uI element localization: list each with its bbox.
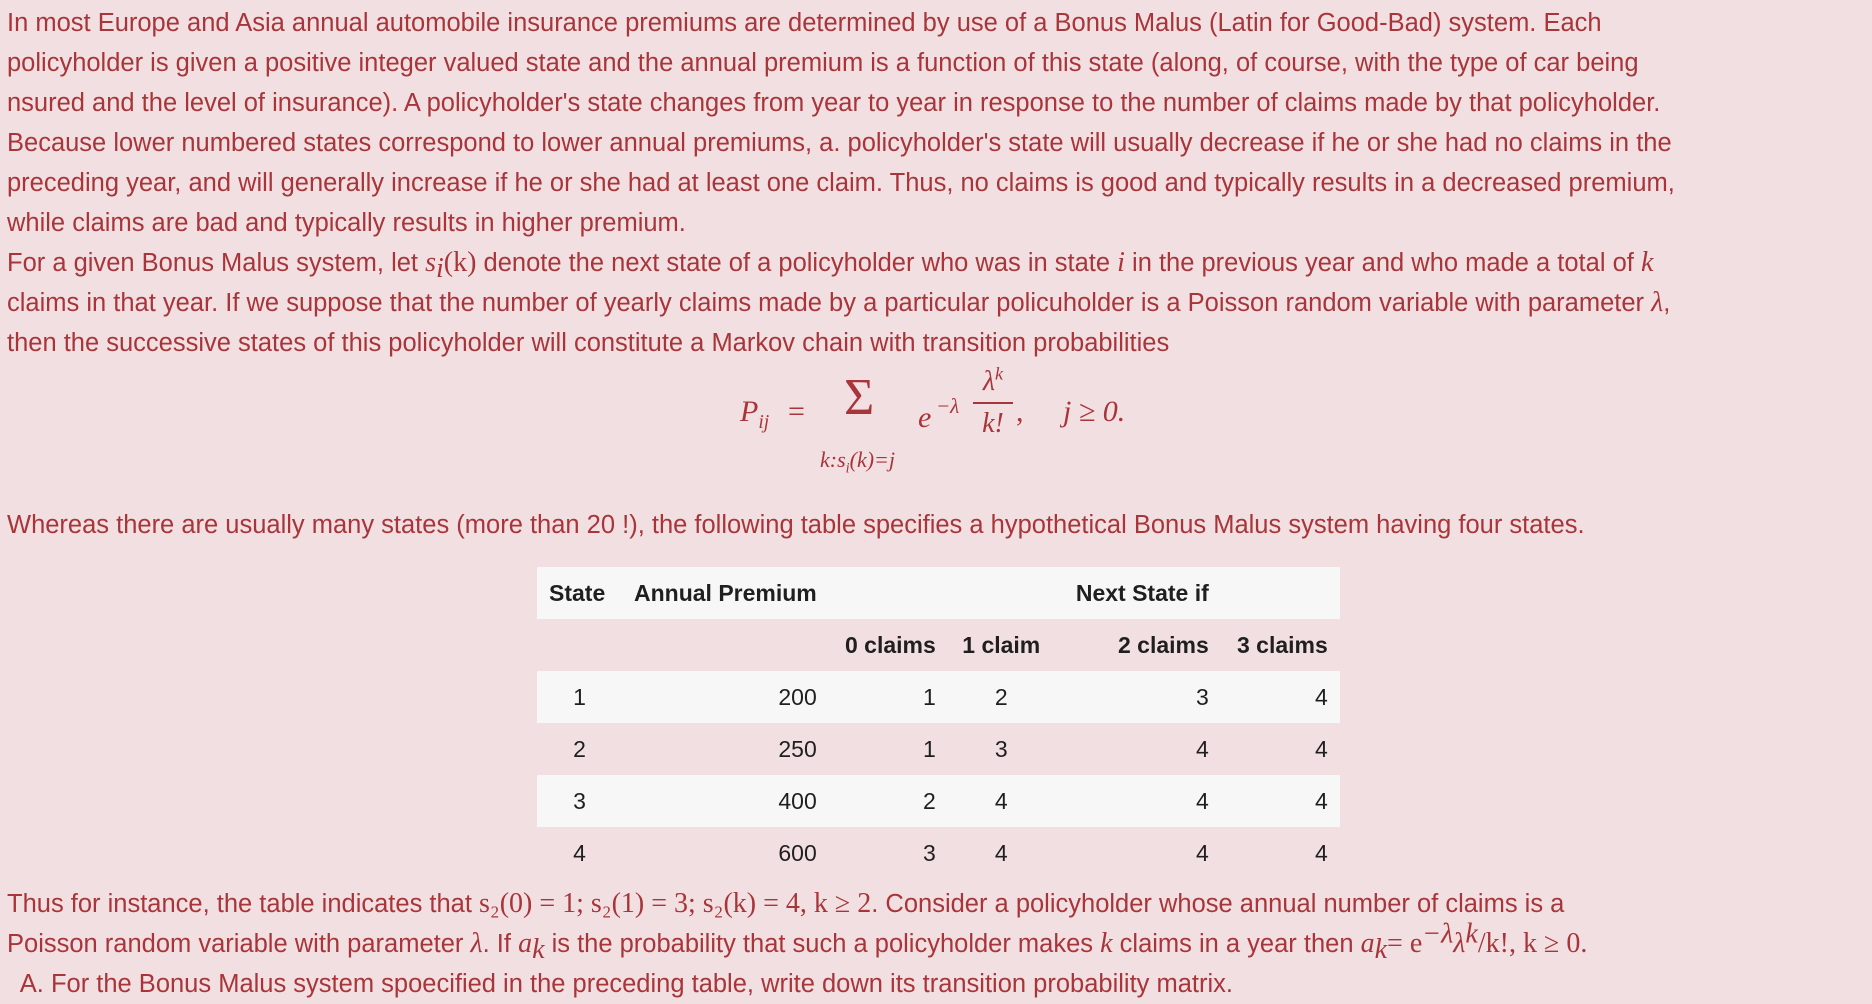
sum-sub-rest: (k)=j (849, 447, 896, 472)
formula-condition (1063, 392, 1125, 432)
header-0-claims: 0 claims (844, 632, 936, 658)
ak-lambda-exponent: k (1465, 918, 1478, 950)
cell-0-claims: 2 (922, 788, 936, 814)
definition-line-3: then the successive states of this policyholder will constitute a Markov chain with transition probabilities (7, 329, 1170, 357)
question-text: A. For the Bonus Malus system spoecified in the preceding table, write down its transition probability matrix. (7, 970, 1233, 998)
definition-line-1 (7, 243, 1867, 283)
after-table-text (7, 884, 1867, 1004)
definition-text: denote the next state of a policyholder who was in state (476, 249, 1118, 277)
cell-premium: 600 (778, 840, 817, 866)
example-expression: s₂(0) = 1; s₂(1) = 3; s₂(k) = 4, k ≥ 2 (479, 888, 872, 919)
header-empty (1221, 567, 1340, 619)
formula-numerator (973, 364, 1013, 400)
header-3-claims: 3 claims (1236, 632, 1328, 658)
cell-1-claim: 2 (994, 684, 1008, 710)
cell-3-claims: 4 (1314, 736, 1328, 762)
after-text: Poisson random variable with parameter (7, 930, 471, 958)
table-header-row (537, 567, 1340, 619)
definition-text: claims in that year. If we suppose that the number of yearly claims made by a particular policuholder is a Poisson random variable with parameter (7, 289, 1652, 317)
after-text: Thus for instance, the table indicates that (7, 890, 480, 918)
bonus-malus-table (537, 567, 1340, 879)
condition-text: j ≥ 0. (1063, 395, 1126, 428)
ak-equals-e: = e (1387, 928, 1423, 959)
numerator-exp: k (995, 363, 1004, 384)
header-empty (948, 567, 1055, 619)
intro-line-3: nsured and the level of insurance). A policyholder's state changes from year to year in response to the number of claims made by that policyholder. (7, 89, 1661, 117)
formula-e-exponent: −λ (936, 394, 960, 418)
definition-text: in the previous year and who made a total of (1124, 249, 1641, 277)
definition-line-2 (7, 283, 1867, 323)
cell-state: 4 (573, 840, 586, 866)
fraction-bar (973, 402, 1013, 404)
ak-symbol: a (1360, 928, 1375, 959)
formula-lhs (740, 392, 769, 432)
subheader-empty (622, 619, 829, 671)
cell-state: 3 (573, 788, 586, 814)
sum-sub-text: k:s (820, 447, 846, 472)
formula-p-sub: ij (758, 412, 770, 433)
formula-p: P (740, 395, 759, 428)
cell-3-claims: 4 (1314, 684, 1328, 710)
after-text: claims in a year then (1112, 930, 1361, 958)
table-row (537, 827, 1340, 879)
intro-line-5: preceding year, and will generally increase if he or she had at least one claim. Thus, no claims is good and typically results in a decreased premium, (7, 169, 1675, 197)
i-symbol: i (1117, 247, 1125, 278)
formula-fraction (973, 364, 1013, 442)
numerator-lambda: λ (982, 366, 996, 397)
intro-line-4: Because lower numbered states correspond to lower annual premiums, a. policyholder's state will usually decrease if he or she had no claims in the (7, 129, 1672, 157)
after-line-2 (7, 918, 1867, 966)
cell-3-claims: 4 (1314, 840, 1328, 866)
table-subheader-row (537, 619, 1340, 671)
cell-premium: 250 (778, 736, 817, 762)
ak-subscript: k (532, 934, 545, 966)
header-next-state: Next State if (1075, 580, 1209, 606)
lambda-symbol: λ (470, 928, 483, 959)
formula-comma: , (1016, 395, 1024, 428)
header-state: State (549, 580, 606, 606)
formula-equals: = (788, 395, 805, 428)
after-text: is the probability that such a policyholder makes (544, 930, 1101, 958)
whereas-text: Whereas there are usually many states (more than 20 !), the following table specifies a hypothetical Bonus Malus system having four states. (7, 511, 1585, 539)
k-symbol: k (1640, 247, 1654, 278)
comma: , (1663, 289, 1671, 317)
formula-e: e (918, 401, 932, 434)
cell-0-claims: 3 (922, 840, 936, 866)
formula-sum-subscript (820, 440, 895, 480)
table-row (537, 723, 1340, 775)
k-symbol: k (1100, 928, 1113, 959)
cell-0-claims: 1 (922, 684, 936, 710)
ak-end: /k!, k ≥ 0. (1477, 928, 1588, 959)
lambda-symbol: λ (1651, 287, 1664, 318)
cell-premium: 200 (778, 684, 817, 710)
after-text: . If (482, 930, 519, 958)
sum-sub-i: i (845, 460, 850, 477)
table-row (537, 671, 1340, 723)
after-text: . Consider a policyholder whose annual number of claims is a (871, 890, 1565, 918)
sum-icon: Σ (844, 369, 875, 426)
header-2-claims: 2 claims (1117, 632, 1209, 658)
cell-2-claims: 4 (1195, 840, 1209, 866)
table-row (537, 775, 1340, 827)
cell-1-claim: 3 (994, 736, 1008, 762)
intro-line-2: policyholder is given a positive integer valued state and the annual premium is a function of this state (along, of course, with the type of car being (7, 49, 1639, 77)
cell-3-claims: 4 (1314, 788, 1328, 814)
after-line-1 (7, 884, 1867, 924)
cell-1-claim: 4 (994, 840, 1008, 866)
header-premium: Annual Premium (634, 580, 817, 606)
header-empty (829, 567, 948, 619)
intro-line-6: while claims are bad and typically results in higher premium. (7, 209, 686, 237)
ak-exponent: −λ (1422, 918, 1454, 950)
cell-state: 2 (573, 736, 586, 762)
formula-denominator: k! (982, 408, 1004, 439)
s-argument: (k) (443, 247, 477, 278)
cell-state: 1 (573, 684, 586, 710)
intro-text (7, 3, 1867, 363)
ak-subscript: k (1374, 934, 1388, 966)
header-1-claim: 1 claim (962, 632, 1041, 658)
definition-text: For a given Bonus Malus system, let (7, 249, 426, 277)
cell-2-claims: 4 (1195, 788, 1209, 814)
s-symbol: s (425, 247, 436, 278)
subheader-empty (537, 619, 622, 671)
ak-lambda: λ (1453, 928, 1466, 959)
cell-0-claims: 1 (922, 736, 936, 762)
cell-2-claims: 4 (1195, 736, 1209, 762)
transition-formula (740, 362, 1260, 477)
cell-premium: 400 (778, 788, 817, 814)
ak-symbol: a (518, 928, 533, 959)
cell-2-claims: 3 (1195, 684, 1209, 710)
s-subscript: i (436, 253, 444, 285)
cell-1-claim: 4 (994, 788, 1008, 814)
intro-line-1: In most Europe and Asia annual automobile insurance premiums are determined by use of a Bonus Malus (Latin for Good-Bad) system. Each (7, 9, 1602, 37)
